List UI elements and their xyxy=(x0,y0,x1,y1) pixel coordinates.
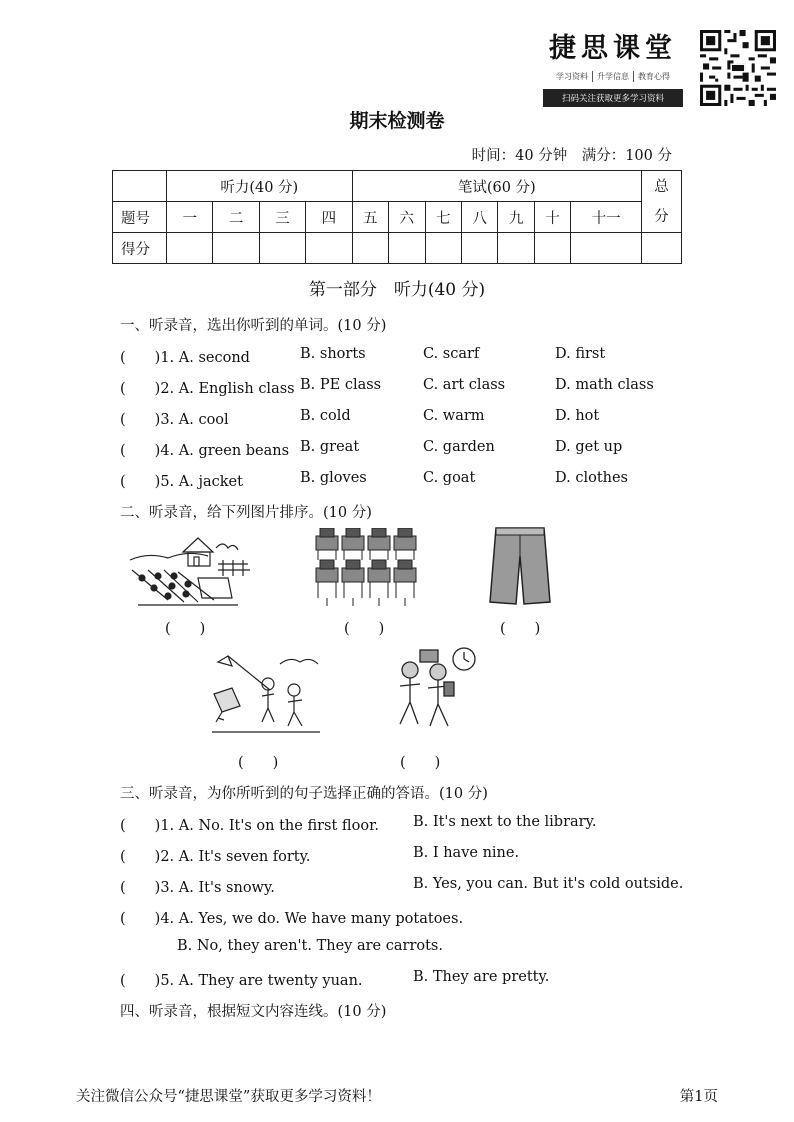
score-cell[interactable] xyxy=(213,233,259,264)
section-3-heading: 三、听录音，为你所听到的句子选择正确的答语。(10 分) xyxy=(120,786,488,802)
q3-a: ( )3. A. It's snowy. xyxy=(120,880,275,896)
score-cell[interactable] xyxy=(167,233,213,264)
shorts-picture xyxy=(488,526,552,606)
q1-c: C. art class xyxy=(423,377,506,393)
q1-a: ( )3. A. cool xyxy=(120,412,229,428)
q1-a: ( )2. A. English class xyxy=(120,381,295,397)
order-answer-blank[interactable]: ( ) xyxy=(344,621,385,637)
num-cell: 二 xyxy=(213,202,259,233)
score-cell[interactable] xyxy=(642,233,682,264)
num-cell: 一 xyxy=(167,202,213,233)
brand-tag: 学习资料 xyxy=(556,72,588,81)
exam-title: 期末检测卷 xyxy=(349,110,445,132)
num-cell: 四 xyxy=(306,202,352,233)
farm-garden-picture xyxy=(128,530,252,608)
q3-b: B. They are pretty. xyxy=(413,969,550,985)
score-cell[interactable] xyxy=(425,233,461,264)
section-2-heading: 二、听录音，给下列图片排序。(10 分) xyxy=(120,505,372,521)
q3-a-continued: B. No, they aren't. They are carrots. xyxy=(177,938,443,954)
table-corner xyxy=(113,171,167,202)
score-cell[interactable] xyxy=(259,233,305,264)
q1-b: B. gloves xyxy=(300,470,367,486)
part-one-heading: 第一部分 听力(40 分) xyxy=(308,280,486,300)
num-cell: 七 xyxy=(425,202,461,233)
num-cell: 十 xyxy=(534,202,570,233)
score-cell[interactable] xyxy=(571,233,642,264)
q1-b: B. cold xyxy=(300,408,351,424)
brand-slogan: 扫码关注获取更多学习资料 xyxy=(543,89,683,107)
q1-b: B. great xyxy=(300,439,360,455)
section-1-heading: 一、听录音，选出你听到的单词。(10 分) xyxy=(120,318,387,334)
score-cell[interactable] xyxy=(498,233,534,264)
q1-a: ( )5. A. jacket xyxy=(120,474,243,490)
score-table xyxy=(112,170,682,264)
q1-a: ( )4. A. green beans xyxy=(120,443,290,459)
kite-flying-picture xyxy=(210,650,322,734)
score-cell[interactable] xyxy=(461,233,497,264)
q1-a: ( )1. A. second xyxy=(120,350,250,366)
order-answer-blank[interactable]: ( ) xyxy=(238,755,279,771)
q3-a: ( )1. A. No. It's on the first floor. xyxy=(120,818,380,834)
brand-tag: 教育心得 xyxy=(633,71,674,82)
q3-a: ( )2. A. It's seven forty. xyxy=(120,849,311,865)
q1-c: C. goat xyxy=(423,470,476,486)
order-answer-blank[interactable]: ( ) xyxy=(165,621,206,637)
q1-c: C. scarf xyxy=(423,346,480,362)
q1-d: D. hot xyxy=(555,408,600,424)
order-answer-blank[interactable]: ( ) xyxy=(400,755,441,771)
num-cell: 九 xyxy=(498,202,534,233)
q1-d: D. math class xyxy=(555,377,654,393)
score-cell[interactable] xyxy=(306,233,352,264)
writing-header: 笔试(60 分) xyxy=(352,171,641,202)
q1-c: C. warm xyxy=(423,408,485,424)
q3-a: ( )5. A. They are twenty yuan. xyxy=(120,973,363,989)
q1-d: D. get up xyxy=(555,439,623,455)
q1-b: B. shorts xyxy=(300,346,366,362)
row-label-num: 题号 xyxy=(113,202,167,233)
q3-b: B. It's next to the library. xyxy=(413,814,597,830)
num-cell: 十一 xyxy=(571,202,642,233)
q3-b: B. Yes, you can. But it's cold outside. xyxy=(413,876,684,892)
num-cell: 三 xyxy=(259,202,305,233)
kids-clock-picture xyxy=(388,644,480,736)
score-cell[interactable] xyxy=(389,233,425,264)
score-cell[interactable] xyxy=(352,233,388,264)
num-cell: 五 xyxy=(352,202,388,233)
q3-b: B. I have nine. xyxy=(413,845,520,861)
time-info: 时间：40 分钟 满分：100 分 xyxy=(471,148,672,164)
footer-note: 关注微信公众号“捷思课堂”获取更多学习资料！ xyxy=(76,1089,381,1105)
q3-a: ( )4. A. Yes, we do. We have many potatoes. xyxy=(120,911,464,927)
num-cell: 八 xyxy=(461,202,497,233)
total-header xyxy=(642,171,682,233)
listening-header: 听力(40 分) xyxy=(167,171,353,202)
q1-d: D. clothes xyxy=(555,470,629,486)
q1-d: D. first xyxy=(555,346,606,362)
qr-code-icon[interactable] xyxy=(700,30,776,106)
order-answer-blank[interactable]: ( ) xyxy=(500,621,541,637)
row-label-score: 得分 xyxy=(113,233,167,264)
total-bottom: 分 xyxy=(654,208,669,225)
brand-tags xyxy=(543,71,683,82)
q1-c: C. garden xyxy=(423,439,495,455)
section-4-heading: 四、听录音，根据短文内容连线。(10 分) xyxy=(120,1004,387,1020)
total-top: 总 xyxy=(654,178,669,195)
score-cell[interactable] xyxy=(534,233,570,264)
brand-tag: 升学信息 xyxy=(592,71,633,82)
page-number: 第1页 xyxy=(679,1089,718,1105)
brand-header xyxy=(543,26,683,107)
num-cell: 六 xyxy=(389,202,425,233)
classroom-picture xyxy=(312,528,420,608)
brand-title: 捷思课堂 xyxy=(549,33,677,64)
q1-b: B. PE class xyxy=(300,377,382,393)
